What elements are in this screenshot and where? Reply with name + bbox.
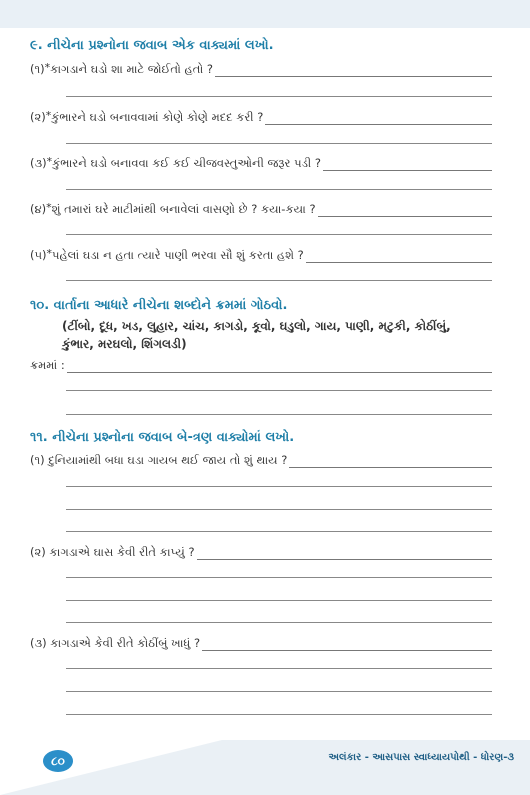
question-9-1	[30, 62, 492, 77]
order-answer	[30, 358, 492, 373]
answer-line[interactable]	[323, 160, 492, 171]
answer-line[interactable]	[66, 234, 492, 235]
answer-line[interactable]	[66, 714, 492, 715]
answer-line[interactable]	[318, 206, 492, 217]
star-icon: *	[45, 109, 52, 122]
answer-line[interactable]	[66, 390, 492, 391]
answer-line[interactable]	[66, 577, 492, 578]
page-number-badge: ૮૦	[43, 750, 73, 772]
answer-line[interactable]	[66, 189, 492, 190]
question-number: (૨)	[30, 110, 46, 124]
question-number: (૩)	[30, 636, 47, 650]
question-11-2	[30, 545, 492, 560]
question-number: (૩)	[30, 156, 47, 170]
answer-line[interactable]	[66, 622, 492, 623]
answer-line[interactable]	[66, 280, 492, 281]
question-11-1	[30, 453, 492, 468]
answer-line[interactable]	[66, 531, 492, 532]
star-icon: *	[46, 201, 52, 214]
section-10-title: ૧૦. વાર્તાના આધારે નીચેના શબ્દોને ક્રમમાં ગોઠવો.	[30, 298, 288, 313]
question-11-3	[30, 636, 492, 651]
star-icon: *	[46, 155, 53, 168]
word-list: (ટીંબો, દૂધ, ખડ, લુહાર, ચાંચ, કાગડો, કૂવો, ઘડુલો, ગાય, પાણી, મટુકી, કોઠીંબું, કુંભાર, મરઘલો, શિંગલડી)	[62, 319, 451, 351]
section-11-title: ૧૧. નીચેના પ્રશ્નોના જવાબ બે-ત્રણ વાક્યોમાં લખો.	[30, 430, 295, 445]
answer-line[interactable]	[215, 66, 492, 77]
answer-line[interactable]	[197, 549, 492, 560]
question-9-5	[30, 248, 492, 263]
question-number: (૧)	[30, 453, 45, 467]
question-number: (૪)	[30, 202, 47, 216]
answer-line[interactable]	[289, 457, 492, 468]
answer-line[interactable]	[265, 114, 492, 125]
question-number: (૨)	[30, 545, 46, 559]
answer-line[interactable]	[67, 362, 492, 373]
top-band	[0, 0, 530, 28]
answer-line[interactable]	[306, 252, 492, 263]
book-title: અલંકાર - આસપાસ સ્વાધ્યાયપોથી - ધોરણ-૩	[328, 752, 514, 763]
answer-line[interactable]	[66, 691, 492, 692]
star-icon: *	[46, 247, 53, 260]
question-text: દુનિયામાંથી બધા ઘડા ગાયબ થઈ જાય તો શું થાય ?	[48, 453, 288, 467]
question-text: કુંભારને ઘડો બનાવવામાં કોણે કોણે મદદ કરી ?	[51, 110, 264, 124]
answer-line[interactable]	[202, 640, 492, 651]
question-text: પહેલાં ઘડા ન હતા ત્યારે પાણી ભરવા સૌ શું કરતા હશે ?	[52, 248, 304, 262]
answer-line[interactable]	[66, 600, 492, 601]
answer-line[interactable]	[66, 668, 492, 669]
question-text: શું તમારાં ઘરે માટીમાંથી બનાવેલાં વાસણો છે ? કયા-કયા ?	[51, 202, 316, 216]
answer-line[interactable]	[66, 509, 492, 510]
question-text: કાગડાએ કેવી રીતે કોઠીંબું ખાધું ?	[50, 636, 201, 650]
section-9-title: ૯. નીચેના પ્રશ્નોના જવાબ એક વાક્યમાં લખો.	[30, 38, 274, 53]
question-text: કાગડાને ઘડો શા માટે જોઈતો હતો ?	[50, 62, 213, 76]
question-number: (૫)	[30, 248, 47, 262]
answer-line[interactable]	[66, 96, 492, 97]
question-number: (૧)	[30, 62, 45, 76]
answer-line[interactable]	[66, 143, 492, 144]
question-9-4	[30, 202, 492, 217]
footer-decoration	[0, 738, 230, 795]
question-9-3	[30, 156, 492, 171]
order-label: ક્રમમાં :	[30, 358, 65, 372]
star-icon: *	[44, 61, 51, 74]
answer-line[interactable]	[66, 414, 492, 415]
answer-line[interactable]	[66, 486, 492, 487]
question-9-2	[30, 110, 492, 125]
question-text: કાગડાએ ઘાસ કેવી રીતે કાપ્યું ?	[49, 545, 195, 559]
question-text: કુંભારને ઘડો બનાવવા કઈ કઈ ચીજવસ્તુઓની જરૂર પડી ?	[52, 156, 321, 170]
